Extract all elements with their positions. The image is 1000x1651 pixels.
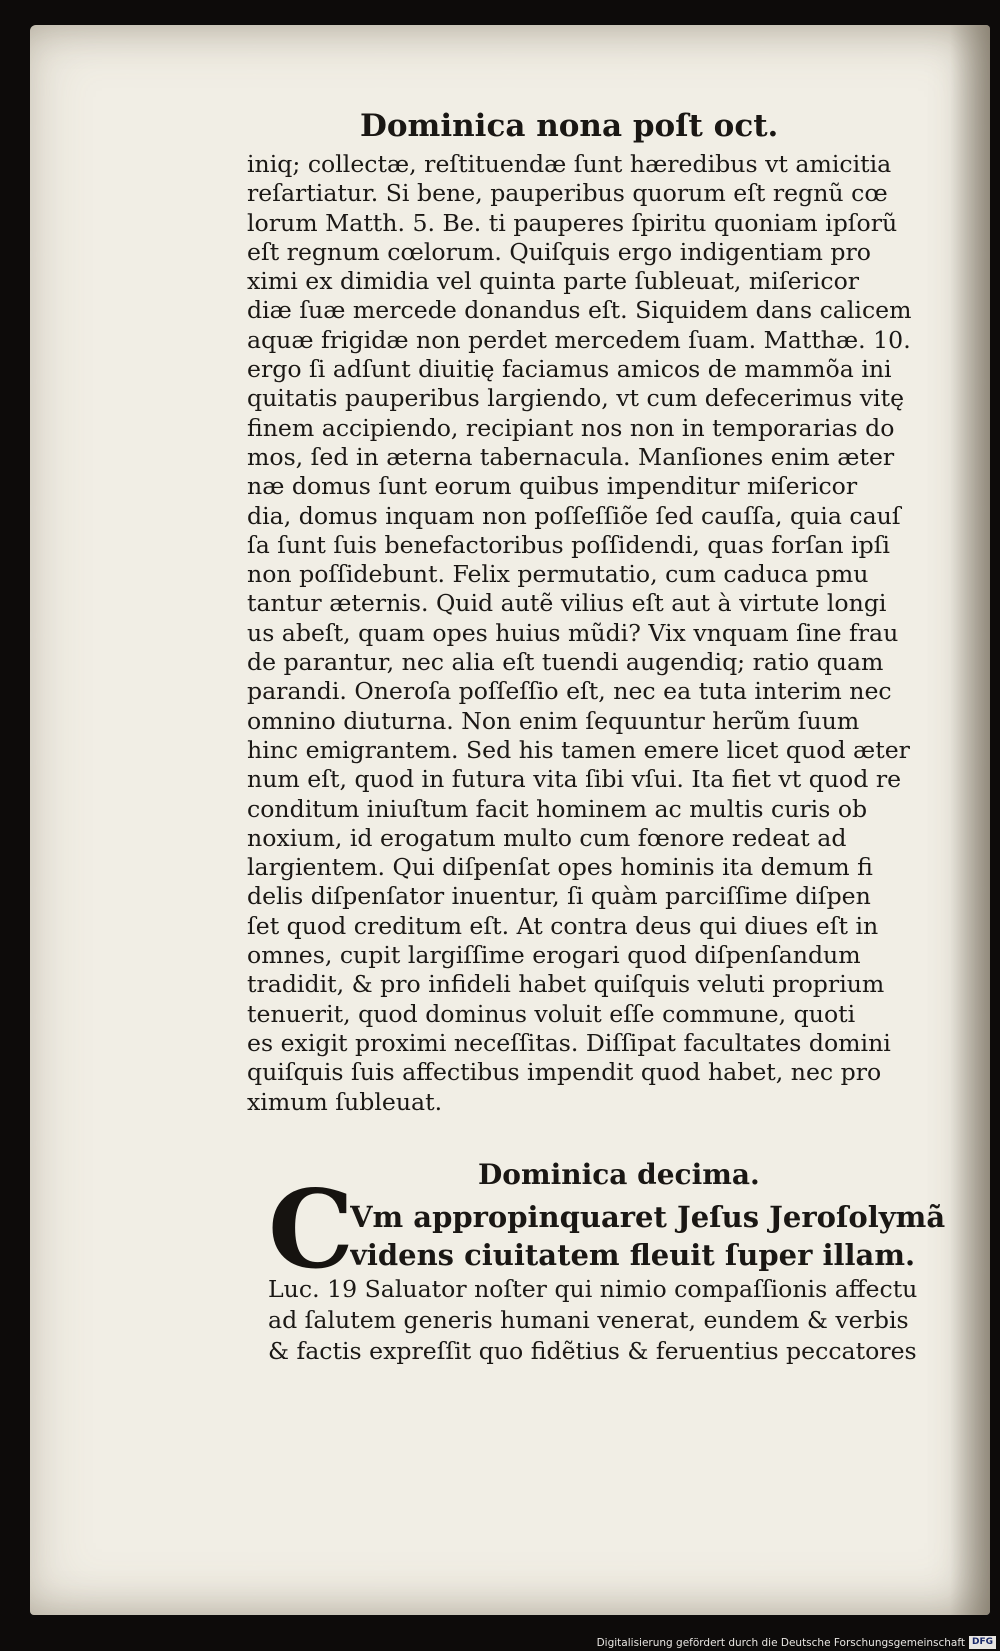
text-line: & factis expreſſit quo fidẽtius & feruentius peccatores (268, 1337, 917, 1365)
text-line: tantur æternis. Quid autẽ vilius eſt aut à virtute longi (247, 589, 887, 618)
text-line: es exigit proximi neceſſitas. Diſſipat facultates domini (247, 1028, 891, 1057)
body-text (247, 150, 937, 1117)
text-line: quitatis pauperibus largiendo, vt cum defecerimus vitę (247, 384, 905, 413)
footer-credit: Digitalisierung gefördert durch die Deutsche Forschungsgemeinschaft (596, 1636, 965, 1649)
text-line: ad ſalutem generis humani venerat, eundem & verbis (268, 1306, 909, 1334)
commentary-text (268, 1274, 948, 1367)
text-line: iniq; collectæ, reſtituendæ ſunt hæredibus vt amicitia (247, 150, 892, 178)
text-line: non poſſidebunt. Felix permutatio, cum caduca pmu (247, 560, 869, 589)
text-line: largientem. Qui diſpenſat opes hominis ita demum fi (247, 853, 873, 882)
gospel-line: videns ciuitatem fleuit ſuper illam. (350, 1238, 916, 1272)
text-line: ſa ſunt ſuis benefactoribus poſſidendi, quas forſan ipſi (247, 530, 890, 559)
text-line: hinc emigrantem. Sed his tamen emere licet quod æter (247, 735, 910, 764)
running-header: Dominica nona poſt oct. (360, 108, 779, 144)
text-line: dia, domus inquam non poſſeſſiõe ſed cauſſa, quia cauſ (247, 501, 901, 530)
text-line: tradidit, & pro infideli habet quiſquis veluti proprium (247, 970, 885, 999)
text-line: omnino diuturna. Non enim ſequuntur herũm ſuum (247, 706, 860, 735)
text-line: aquæ frigidæ non perdet mercedem ſuam. Matthæ. 10. (247, 325, 911, 354)
digitization-footer (597, 1635, 996, 1650)
text-line: finem accipiendo, recipiant nos non in temporarias do (247, 413, 895, 442)
gospel-line: Vm appropinquaret Jeſus Jeroſolymã (350, 1200, 946, 1234)
gospel-verse (350, 1198, 945, 1274)
text-line: delis diſpenſator inuentur, ſi quàm parciſſime diſpen (247, 882, 871, 911)
text-line: parandi. Oneroſa poſſeſſio eſt, nec ea tuta interim nec (247, 677, 892, 706)
text-line: mos, ſed in æterna tabernacula. Manſiones enim æter (247, 442, 895, 471)
text-line: omnes, cupit largiſſime erogari quod diſpenſandum (247, 941, 861, 970)
text-line: quiſquis ſuis affectibus impendit quod habet, nec pro (247, 1058, 882, 1087)
text-line: us abeſt, quam opes huius mũdi? Vix vnquam ſine frau (247, 618, 899, 647)
drop-cap: C (268, 1167, 354, 1293)
text-line: ergo ſi adſunt diuitię faciamus amicos de mammõa ini (247, 355, 892, 384)
text-line: reſartiatur. Si bene, pauperibus quorum eſt regnũ cœ (247, 179, 888, 208)
text-line: num eſt, quod in futura vita ſibi vſui. Ita fiet vt quod re (247, 765, 902, 794)
text-line: noxium, id erogatum multo cum fœnore redeat ad (247, 823, 847, 852)
text-line: lorum Matth. 5. Be. ti pauperes ſpiritu quoniam ipſorũ (247, 208, 898, 237)
text-line: tenuerit, quod dominus voluit eſſe commune, quoti (247, 999, 856, 1028)
text-line: diæ ſuæ mercede donandus eſt. Siquidem dans calicem (247, 296, 912, 325)
text-line: de parantur, nec alia eſt tuendi augendiq; ratio quam (247, 648, 884, 677)
dfg-logo: DFG (969, 1636, 996, 1649)
text-line: conditum iniuſtum facit hominem ac multis curis ob (247, 794, 868, 823)
text-line: ſet quod creditum eſt. At contra deus qui diues eſt in (247, 911, 879, 940)
text-line: Luc. 19 Saluator noſter qui nimio compaſſionis affectu (268, 1275, 918, 1303)
text-line: eſt regnum cœlorum. Quiſquis ergo indigentiam pro (247, 237, 871, 266)
text-line: ximi ex dimidia vel quinta parte ſubleuat, miſericor (247, 267, 860, 296)
section-heading: Dominica decima. (478, 1158, 760, 1191)
text-line: næ domus ſunt eorum quibus impenditur miſericor (247, 472, 858, 501)
text-line: ximum ſubleuat. (247, 1087, 443, 1116)
